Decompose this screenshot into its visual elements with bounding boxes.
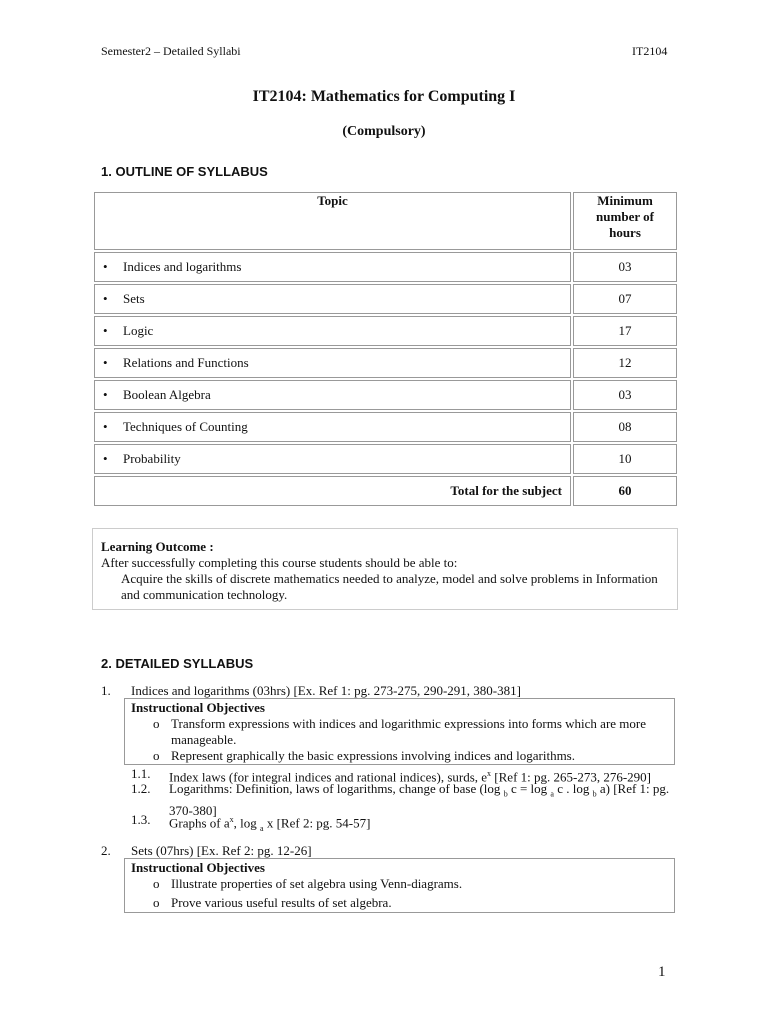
- table-header-row: [94, 192, 677, 250]
- table-total-row: [94, 476, 677, 506]
- topic-hours: 17: [573, 316, 677, 346]
- topic-name: Sets: [123, 291, 145, 306]
- bullet-icon: •: [103, 259, 108, 274]
- topic-hours: 10: [573, 444, 677, 474]
- table-row: [94, 380, 677, 410]
- objective-item: o Transform expressions with indices and logarithmic expressions into forms which are more manageable.: [153, 716, 647, 747]
- topic-hours: 07: [573, 284, 677, 314]
- total-value: 60: [573, 476, 677, 506]
- objective-item: o Illustrate properties of set algebra using Venn-diagrams.: [153, 876, 463, 891]
- item-title: Sets (07hrs) [Ex. Ref 2: pg. 12-26]: [131, 843, 312, 858]
- objectives-box: [124, 698, 675, 765]
- subtopic-text: Index laws (for integral indices and rational indices), surds, $e^x$ [Ref 1: pg. 265-273, 276-290]: [169, 769, 651, 785]
- item-number: 2.: [101, 843, 111, 858]
- subtopic-number: 1.2.: [131, 781, 151, 796]
- bullet-icon: •: [103, 291, 108, 306]
- topic-name: Boolean Algebra: [123, 387, 211, 402]
- topic-hours: 12: [573, 348, 677, 378]
- subtopic: [131, 812, 679, 833]
- total-label: Total for the subject: [94, 476, 571, 506]
- section-heading-outline: 1. OUTLINE OF SYLLABUS: [101, 164, 268, 179]
- page-title: IT2104: Mathematics for Computing I: [252, 88, 516, 105]
- page-number: 1: [658, 964, 666, 980]
- topic-name: Logic: [123, 323, 154, 338]
- section-heading-detailed: 2. DETAILED SYLLABUS: [101, 656, 254, 671]
- running-header-right: IT2104: [632, 44, 668, 58]
- table-row: [94, 444, 677, 474]
- subtopic: [131, 781, 679, 818]
- objectives-heading: Instructional Objectives: [131, 860, 265, 875]
- bullet-icon: •: [103, 451, 108, 466]
- topic-name: Relations and Functions: [123, 355, 249, 370]
- topic-name: Indices and logarithms: [123, 259, 242, 274]
- page-subtitle: (Compulsory): [342, 124, 426, 139]
- table-row: [94, 348, 677, 378]
- header-hours: Minimum number of hours: [573, 192, 677, 250]
- header-topic: Topic: [94, 192, 571, 250]
- subtopic-text: Graphs of $a^x$, log $_a$ x [Ref 2: pg. 54-57]: [169, 815, 371, 833]
- topic-name: Probability: [123, 451, 181, 466]
- subtopic-text: Logarithms: Definition, laws of logarithms, change of base (log $_b$ c = log $_a$ c . log $_b$ a) [Ref 1: pg. 370-380]: [169, 781, 670, 818]
- item-title: Indices and logarithms (03hrs) [Ex. Ref 1: pg. 273-275, 290-291, 380-381]: [131, 683, 521, 698]
- syllabus-outline-table: [92, 190, 679, 508]
- topic-hours: 03: [573, 380, 677, 410]
- table-row: [94, 316, 677, 346]
- bullet-icon: •: [103, 419, 108, 434]
- topic-hours: 03: [573, 252, 677, 282]
- circle-bullet-icon: o: [153, 895, 160, 910]
- learning-outcome-text: Acquire the skills of discrete mathematics needed to analyze, model and solve problems in Information and communication technology.: [121, 571, 658, 602]
- topic-hours: 08: [573, 412, 677, 442]
- circle-bullet-icon: o: [153, 716, 160, 731]
- bullet-icon: •: [103, 323, 108, 338]
- learning-outcome-intro: After successfully completing this course students should be able to:: [101, 555, 458, 570]
- circle-bullet-icon: o: [153, 876, 160, 891]
- objectives-box: [124, 858, 675, 913]
- bullet-icon: •: [103, 387, 108, 402]
- objectives-heading: Instructional Objectives: [131, 700, 265, 715]
- circle-bullet-icon: o: [153, 748, 160, 763]
- bullet-icon: •: [103, 355, 108, 370]
- learning-outcome-heading: Learning Outcome :: [101, 539, 214, 554]
- objective-item: o Prove various useful results of set algebra.: [153, 895, 392, 910]
- topic-name: Techniques of Counting: [123, 419, 248, 434]
- item-number: 1.: [101, 683, 111, 698]
- table-row: [94, 284, 677, 314]
- subtopic-number: 1.1.: [131, 766, 151, 781]
- subtopic-number: 1.3.: [131, 812, 151, 827]
- learning-outcome-box: [92, 528, 678, 610]
- objective-item: o Represent graphically the basic expressions involving indices and logarithms.: [153, 748, 575, 763]
- table-row: [94, 252, 677, 282]
- table-row: [94, 412, 677, 442]
- running-header-left: Semester2 – Detailed Syllabi: [101, 44, 241, 58]
